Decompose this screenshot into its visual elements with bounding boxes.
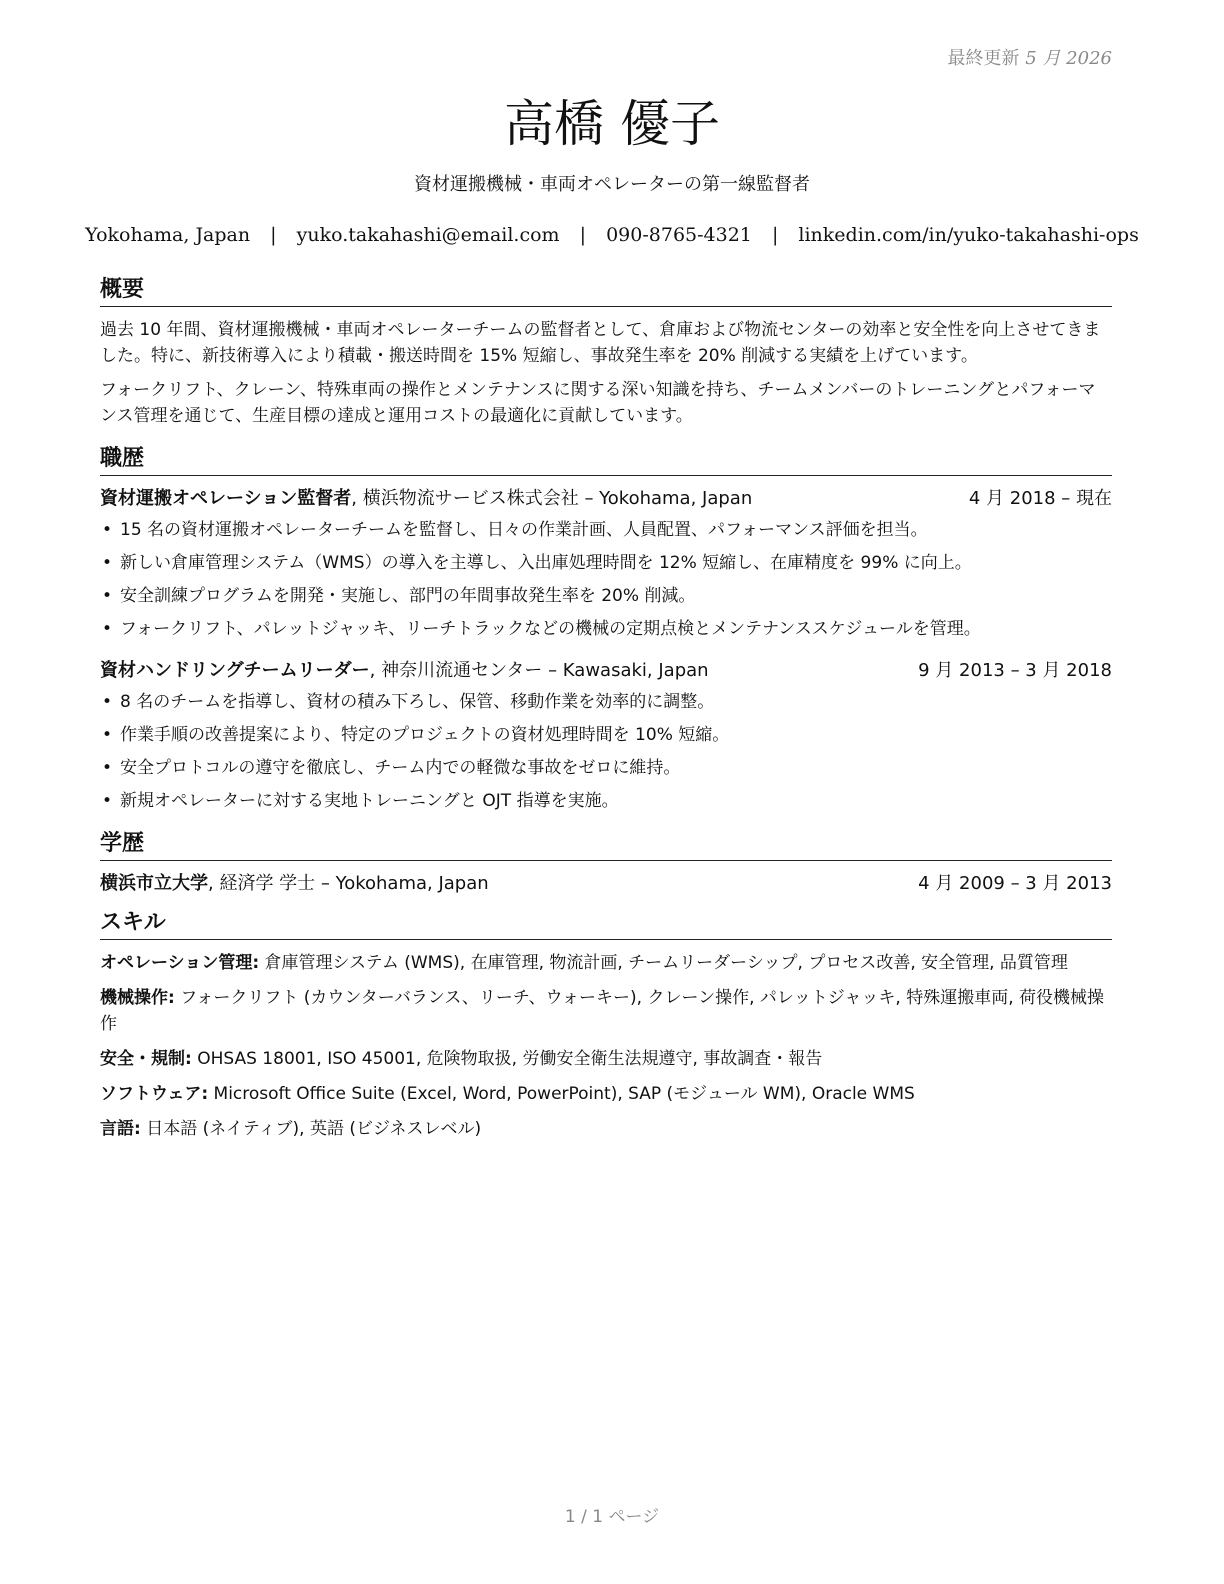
skill-row [100, 985, 1112, 1037]
degree-detail: , 経済学 学士 – Yokohama, Japan [208, 873, 489, 894]
contact-line [0, 224, 1224, 246]
contact-location: Yokohama, Japan [85, 224, 251, 246]
contact-linkedin[interactable]: linkedin.com/in/yuko-takahashi-ops [798, 224, 1139, 246]
job-header [100, 486, 1112, 512]
list-item: • 作業手順の改善提案により、特定のプロジェクトの資材処理時間を 10% 短縮。 [100, 719, 1112, 752]
person-name: 高橋 優子 [504, 95, 720, 153]
job-bullets [100, 514, 1112, 646]
section-heading-summary: 概要 [100, 276, 1112, 307]
job-bullets [100, 686, 1112, 818]
skill-text: Microsoft Office Suite (Excel, Word, PowerPoint), SAP (モジュール WM), Oracle WMS [208, 1084, 915, 1104]
skill-row [100, 950, 1112, 976]
section-heading-education: 学歴 [100, 830, 1112, 861]
list-item: • 15 名の資材運搬オペレーターチームを監督し、日々の作業計画、人員配置、パフォーマンス評価を担当。 [100, 514, 1112, 547]
education-dates: 4 月 2009 – 3 月 2013 [918, 873, 1112, 894]
skill-row [100, 1046, 1112, 1072]
skill-label: 安全・規制: [100, 1049, 192, 1069]
last-updated-date: 5 月 2026 [1025, 48, 1112, 69]
skill-row [100, 1116, 1112, 1142]
skill-label: 機械操作: [100, 988, 175, 1008]
education-entry [100, 871, 1112, 897]
job-dates: 9 月 2013 – 3 月 2018 [918, 660, 1112, 681]
job-title: 資材運搬機械・車両オペレーターの第一線監督者 [414, 174, 810, 195]
skill-label: オペレーション管理: [100, 953, 260, 973]
job-org: , 神奈川流通センター – Kawasaki, Japan [369, 660, 709, 681]
contact-separator: | [579, 224, 587, 246]
list-item: • 安全訓練プログラムを開発・実施し、部門の年間事故発生率を 20% 削減。 [100, 580, 1112, 613]
skill-row [100, 1081, 1112, 1107]
contact-email[interactable]: yuko.takahashi@email.com [296, 224, 560, 246]
last-updated-label: 最終更新 [947, 48, 1020, 69]
contact-separator: | [771, 224, 779, 246]
resume-content [100, 276, 1112, 1151]
job-dates: 4 月 2018 – 現在 [968, 488, 1112, 509]
school-name: 横浜市立大学 [100, 873, 208, 894]
skill-text: フォークリフト (カウンターバランス、リーチ、ウォーキー), クレーン操作, パレットジャッキ, 特殊運搬車両, 荷役機械操作 [100, 988, 1105, 1034]
skill-label: 言語: [100, 1119, 141, 1139]
list-item: • 新しい倉庫管理システム（WMS）の導入を主導し、入出庫処理時間を 12% 短縮し、在庫精度を 99% に向上。 [100, 547, 1112, 580]
job-title: 資材ハンドリングチームリーダー [100, 660, 370, 681]
page-number: 1 / 1 ページ [564, 1507, 660, 1527]
skill-text: 日本語 (ネイティブ), 英語 (ビジネスレベル) [140, 1119, 482, 1139]
job-header [100, 658, 1112, 684]
job-title: 資材運搬オペレーション監督者 [100, 488, 352, 509]
contact-phone: 090-8765-4321 [606, 224, 752, 246]
job-org: , 横浜物流サービス株式会社 – Yokohama, Japan [351, 488, 753, 509]
skill-text: 倉庫管理システム (WMS), 在庫管理, 物流計画, チームリーダーシップ, プロセス改善, 安全管理, 品質管理 [259, 953, 1068, 973]
list-item: • 新規オペレーターに対する実地トレーニングと OJT 指導を実施。 [100, 785, 1112, 818]
section-heading-skills: スキル [100, 909, 1112, 940]
last-updated [948, 44, 1112, 70]
list-item: • 安全プロトコルの遵守を徹底し、チーム内での軽微な事故をゼロに維持。 [100, 752, 1112, 785]
summary-paragraph: フォークリフト、クレーン、特殊車両の操作とメンテナンスに関する深い知識を持ち、チームメンバーのトレーニングとパフォーマンス管理を通じて、生産目標の達成と運用コストの最適化に貢献しています。 [100, 380, 1096, 426]
skill-label: ソフトウェア: [100, 1084, 209, 1104]
list-item: • フォークリフト、パレットジャッキ、リーチトラックなどの機械の定期点検とメンテナンススケジュールを管理。 [100, 613, 1112, 646]
section-heading-experience: 職歴 [100, 445, 1112, 476]
contact-separator: | [270, 224, 277, 246]
skill-text: OHSAS 18001, ISO 45001, 危険物取扱, 労働安全衛生法規遵守, 事故調査・報告 [191, 1049, 823, 1069]
list-item: • 8 名のチームを指導し、資材の積み下ろし、保管、移動作業を効率的に調整。 [100, 686, 1112, 719]
summary-paragraph: 過去 10 年間、資材運搬機械・車両オペレーターチームの監督者として、倉庫および物流センターの効率と安全性を向上させてきました。特に、新技術導入により積載・搬送時間を 15% 短縮し、事故発生率を 20% 削減する実績を上げています。 [100, 320, 1101, 366]
